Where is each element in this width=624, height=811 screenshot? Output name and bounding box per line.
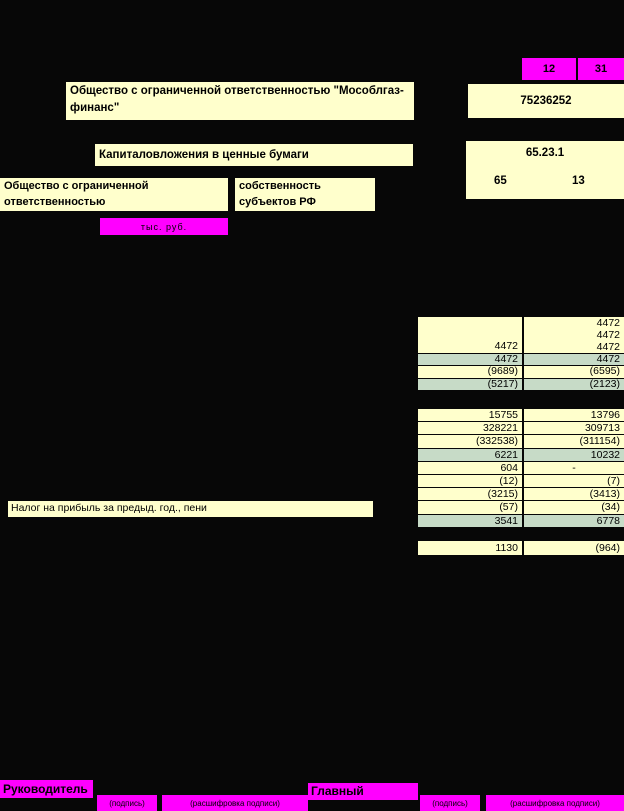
table-value: 4472 — [596, 317, 620, 329]
accountant-signature-label[interactable]: (подпись) — [420, 795, 480, 811]
table-row — [418, 462, 624, 474]
table-row — [418, 515, 624, 527]
table-cell[interactable]: 1130 — [418, 541, 522, 555]
table-row — [418, 475, 624, 487]
table-cell[interactable]: (7) — [524, 475, 624, 487]
date-month-cell[interactable]: 12 — [522, 58, 576, 80]
activity-type-cell[interactable]: Капиталовложения в ценные бумаги — [95, 144, 413, 166]
table-cell[interactable]: (5217) — [418, 379, 522, 390]
chief-accountant-title-cell[interactable]: Главный — [308, 783, 418, 800]
table-cell[interactable]: (332538) — [418, 435, 522, 447]
ownership-cell[interactable]: собственность субъектов РФ — [235, 178, 375, 211]
table-cell[interactable]: (57) — [418, 501, 522, 513]
legal-form-cell[interactable]: Общество с ограниченной ответственностью — [0, 178, 228, 211]
table-row — [418, 354, 624, 365]
table-cell[interactable] — [524, 317, 624, 353]
table-value: 4472 — [596, 341, 620, 353]
table-cell[interactable]: 604 — [418, 462, 522, 474]
table-cell[interactable]: 13796 — [524, 409, 624, 421]
table-cell[interactable]: 6778 — [524, 515, 624, 527]
accountant-signature-decode-label[interactable]: (расшифровка подписи) — [486, 795, 624, 811]
okopf-code: 65 — [494, 175, 507, 187]
table-cell[interactable]: (964) — [524, 541, 624, 555]
table-row — [418, 435, 624, 447]
table-row — [418, 366, 624, 377]
okpo-code-cell[interactable]: 75236252 — [468, 84, 624, 118]
table-cell[interactable]: (9689) — [418, 366, 522, 377]
table-cell[interactable]: 4472 — [418, 354, 522, 365]
table-row — [418, 449, 624, 461]
table-cell[interactable]: 3541 — [418, 515, 522, 527]
table-row — [418, 422, 624, 434]
table-cell[interactable]: 15755 — [418, 409, 522, 421]
table-row — [418, 317, 624, 353]
table-cell[interactable]: (2123) — [524, 379, 624, 390]
organization-name-cell[interactable]: Общество с ограниченной ответственностью "Мособлгаз-финанс" — [66, 82, 414, 120]
director-title-cell[interactable]: Руководитель — [0, 780, 93, 798]
table-section-1 — [418, 317, 624, 390]
table-cell[interactable]: 6221 — [418, 449, 522, 461]
table-cell[interactable]: (311154) — [524, 435, 624, 447]
director-signature-label[interactable]: (подпись) — [97, 795, 157, 811]
table-cell[interactable]: 10232 — [524, 449, 624, 461]
okved-codes-cell[interactable] — [466, 141, 624, 199]
table-row — [418, 379, 624, 390]
date-day-cell[interactable]: 31 — [578, 58, 624, 80]
table-section-2 — [418, 409, 624, 527]
table-row — [418, 501, 624, 513]
director-signature-decode-label[interactable]: (расшифровка подписи) — [162, 795, 308, 811]
table-cell[interactable]: - — [524, 462, 624, 474]
table-row — [418, 541, 624, 555]
table-cell[interactable]: (12) — [418, 475, 522, 487]
table-cell[interactable]: (3413) — [524, 488, 624, 500]
table-cell[interactable]: 309713 — [524, 422, 624, 434]
table-row — [418, 409, 624, 421]
okved-code: 65.23.1 — [525, 147, 565, 159]
table-row — [418, 488, 624, 500]
table-cell[interactable]: (34) — [524, 501, 624, 513]
table-cell[interactable]: 4472 — [524, 354, 624, 365]
tax-penalty-row-label: Налог на прибыль за предыд. год., пени — [8, 501, 373, 517]
table-cell[interactable]: 4472 — [418, 317, 522, 353]
table-cell[interactable]: 328221 — [418, 422, 522, 434]
table-cell[interactable]: (6595) — [524, 366, 624, 377]
table-value: 4472 — [596, 329, 620, 341]
table-cell[interactable]: (3215) — [418, 488, 522, 500]
okfs-code: 13 — [572, 175, 585, 187]
units-cell[interactable]: тыс. руб. — [100, 218, 228, 235]
table-section-3 — [418, 541, 624, 555]
